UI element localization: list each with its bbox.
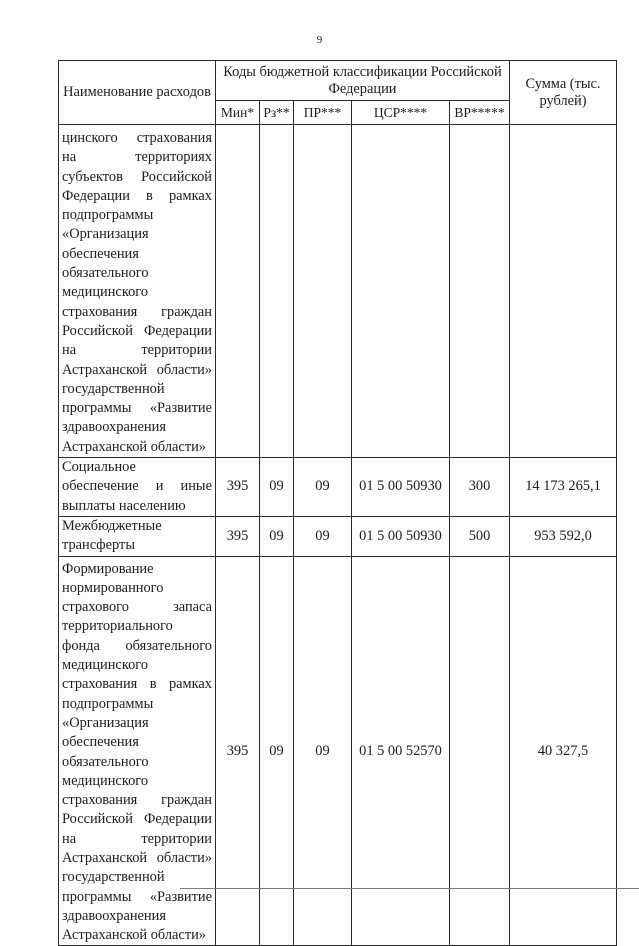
row-vr: 300 — [450, 458, 510, 517]
row-pr: 09 — [294, 556, 352, 946]
header-rz: Рз** — [260, 101, 294, 125]
row-pr: 09 — [294, 516, 352, 556]
page-number: 9 — [316, 34, 323, 46]
row-rz: 09 — [260, 556, 294, 946]
row-name: цинского страхования на территориях субъектов Российской Федерации в рамках подпрограммы «Организация обеспечения обязательного медицинского страхования граждан Российской Федерации на территории Астраханской области» государственной программы «Развитие здравоохранения Астраханской области» — [59, 125, 216, 458]
header-vr: ВР***** — [450, 101, 510, 125]
row-rz — [260, 125, 294, 458]
row-csr — [352, 125, 450, 458]
header-pr: ПР*** — [294, 101, 352, 125]
header-name-column: Наименование расходов — [59, 61, 216, 125]
row-min — [216, 125, 260, 458]
scan-edge-line — [180, 888, 639, 889]
row-csr: 01 5 00 50930 — [352, 516, 450, 556]
row-vr: 500 — [450, 516, 510, 556]
budget-table — [58, 60, 617, 946]
header-csr: ЦСР**** — [352, 101, 450, 125]
row-sum — [510, 125, 617, 458]
row-min: 395 — [216, 556, 260, 946]
row-sum: 40 327,5 — [510, 556, 617, 946]
row-pr: 09 — [294, 458, 352, 517]
header-min: Мин* — [216, 101, 260, 125]
row-vr — [450, 125, 510, 458]
header-sum-column: Сумма (тыс. рублей) — [510, 61, 617, 125]
row-name: Формирование нормированного страхового запаса территориального фонда обязательного медицинского страхования в рамках подпрограммы «Организация обеспечения обязательного медицинского страхования граждан Российской Федерации на территории Астраханской области» государственной программы «Развитие здравоохранения Астраханской области» — [59, 556, 216, 946]
table-row — [59, 516, 617, 556]
row-min: 395 — [216, 458, 260, 517]
row-name: Социальное обеспечение и иные выплаты населению — [59, 458, 216, 517]
row-pr — [294, 125, 352, 458]
row-csr: 01 5 00 52570 — [352, 556, 450, 946]
row-sum: 953 592,0 — [510, 516, 617, 556]
row-name: Межбюджетные трансферты — [59, 516, 216, 556]
table-row — [59, 458, 617, 517]
row-rz: 09 — [260, 516, 294, 556]
row-sum: 14 173 265,1 — [510, 458, 617, 517]
header-codes-group: Коды бюджетной классификации Российской Федерации — [216, 61, 510, 101]
table-row — [59, 125, 617, 458]
row-min: 395 — [216, 516, 260, 556]
row-rz: 09 — [260, 458, 294, 517]
row-csr: 01 5 00 50930 — [352, 458, 450, 517]
